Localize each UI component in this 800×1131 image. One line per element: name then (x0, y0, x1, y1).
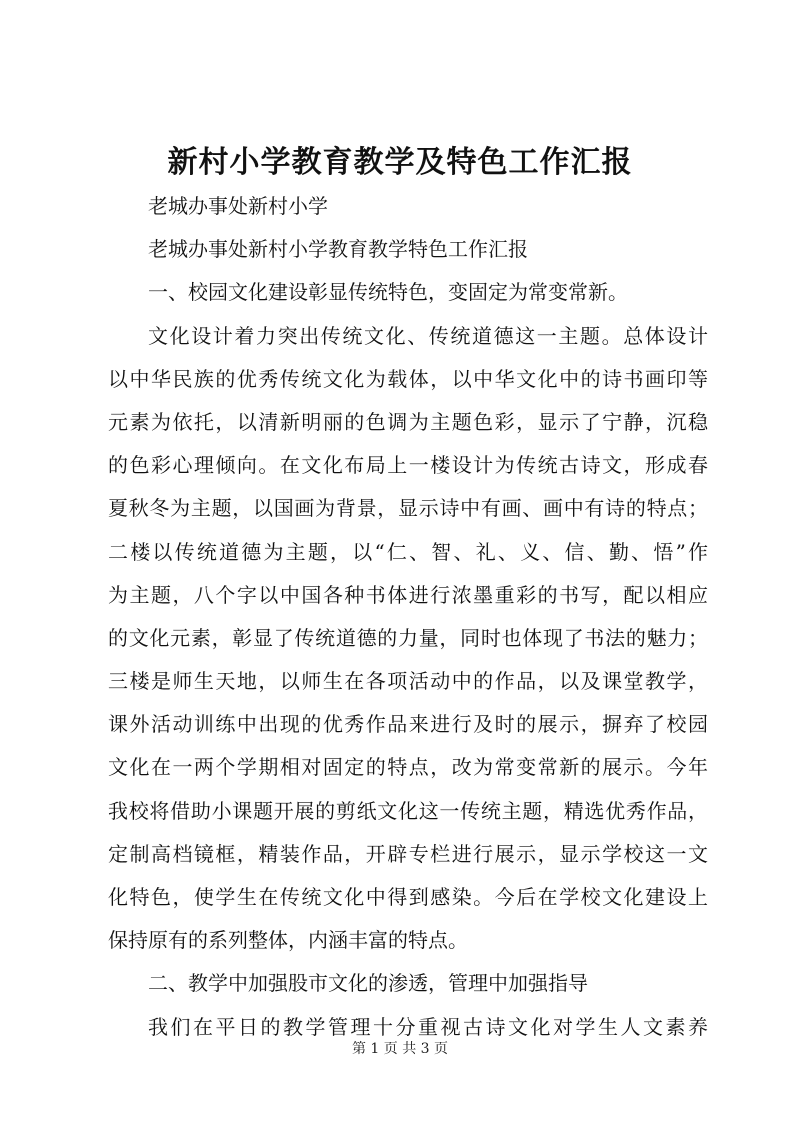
text-line: 老城办事处新村小学教育教学特色工作汇报 (148, 237, 528, 262)
text-line: 我们在平日的教学管理十分重视古诗文化对学生人文素养 (148, 1014, 708, 1039)
page-indicator: 第 1 页 共 3 页 (351, 1041, 449, 1057)
text-line: 二楼以传统道德为主题，以“仁、智、礼、义、信、勤、悟”作 (108, 539, 708, 564)
text-line: 保持原有的系列整体，内涵丰富的特点。 (108, 928, 468, 953)
text-line: 文化设计着力突出传统文化、传统道德这一主题。总体设计 (148, 323, 708, 348)
text-line: 以中华民族的优秀传统文化为载体，以中华文化中的诗书画印等 (108, 366, 708, 391)
text-line: 文化在一两个学期相对固定的特点，改为常变常新的展示。今年 (108, 755, 708, 780)
text-line: 化特色，使学生在传统文化中得到感染。今后在学校文化建设上 (108, 885, 708, 909)
text-line: 老城办事处新村小学 (148, 194, 328, 218)
text-line: 的色彩心理倾向。在文化布局上一楼设计为传统古诗文，形成春 (108, 453, 708, 478)
text-line: 定制高档镜框，精装作品，开辟专栏进行展示，显示学校这一文 (108, 841, 708, 866)
text-line: 我校将借助小课题开展的剪纸文化这一传统主题，精选优秀作品， (108, 798, 708, 823)
text-line: 的文化元素，彰显了传统道德的力量，同时也体现了书法的魅力； (108, 625, 708, 650)
document-body (108, 185, 708, 1049)
text-line: 夏秋冬为主题，以国画为背景，显示诗中有画、画中有诗的特点； (108, 496, 708, 521)
page-title: 新村小学教育教学及特色工作汇报 (167, 145, 633, 180)
text-line: 为主题，八个字以中国各种书体进行浓墨重彩的书写，配以相应 (108, 582, 708, 607)
text-line: 课外活动训练中出现的优秀作品来进行及时的展示，摒弃了校园 (108, 712, 708, 737)
text-line: 二、教学中加强股市文化的渗透，管理中加强指导 (148, 971, 588, 996)
text-line: 一、校园文化建设彰显传统特色，变固定为常变常新。 (148, 280, 628, 305)
text-line: 三楼是师生天地，以师生在各项活动中的作品，以及课堂教学， (108, 669, 708, 694)
text-line: 元素为依托，以清新明丽的色调为主题色彩，显示了宁静，沉稳 (108, 409, 708, 434)
